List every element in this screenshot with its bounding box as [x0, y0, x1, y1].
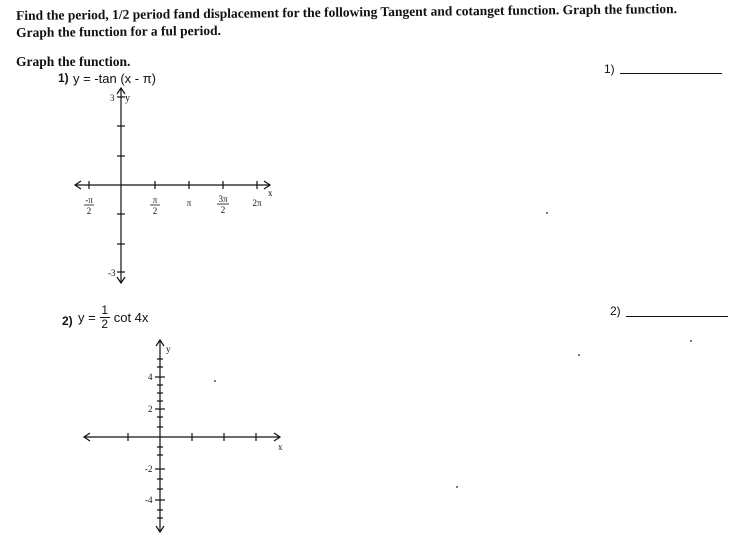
scan-speck: [456, 486, 458, 488]
fraction-numerator: 1: [101, 303, 109, 317]
problem-1-number: 1): [58, 71, 69, 85]
answer-2-label: 2): [610, 304, 621, 318]
scan-speck: [214, 380, 216, 382]
scan-speck: [690, 340, 692, 342]
graph-1-x-axis-label: x: [268, 188, 273, 198]
graph-2-x-axis-label: x: [278, 442, 283, 452]
graph-2-y-tick-label-2: 2: [148, 404, 153, 414]
equation-suffix: cot 4x: [113, 310, 149, 325]
fraction-denominator: 2: [101, 317, 109, 331]
scan-speck: [546, 212, 548, 214]
answer-1-label: 1): [604, 62, 615, 76]
graph-2-y-tick-label-4: 4: [148, 372, 153, 382]
tick-label-numerator: π: [152, 195, 158, 205]
tick-label-denominator: 2: [86, 206, 92, 216]
graph-2-y-tick-label-neg-4: -4: [145, 495, 153, 505]
graph-1-y-axis-label: y: [125, 93, 130, 104]
tick-label-numerator: -π: [85, 195, 93, 205]
section-title: Graph the function.: [16, 54, 131, 69]
graph-1-x-tick-label-pi: π: [186, 198, 192, 208]
tick-label-numerator: 3π: [218, 194, 228, 204]
graph-1-x-tick-label-2pi: 2π: [252, 198, 262, 208]
graph-2-y-tick-label-neg-2: -2: [145, 464, 153, 474]
tick-label-denominator: 2: [152, 206, 158, 216]
graph-2-y-axis-label: y: [166, 344, 171, 354]
problem-1-equation: y = -tan (x - π): [73, 71, 157, 86]
graph-1-y-bottom-label: -3: [108, 268, 116, 278]
scan-speck: [578, 354, 580, 356]
graph-1-y-top-label: 3: [110, 93, 115, 103]
tick-label-denominator: 2: [220, 205, 226, 215]
equation-prefix: y =: [78, 310, 96, 325]
instructions-line-2: Graph the function for a ful period.: [16, 22, 222, 40]
instructions-line-1: Find the period, 1/2 period fand displacement for the following Tangent and cotanget function. Graph the function.: [16, 1, 678, 23]
problem-2-number: 2): [62, 314, 73, 328]
